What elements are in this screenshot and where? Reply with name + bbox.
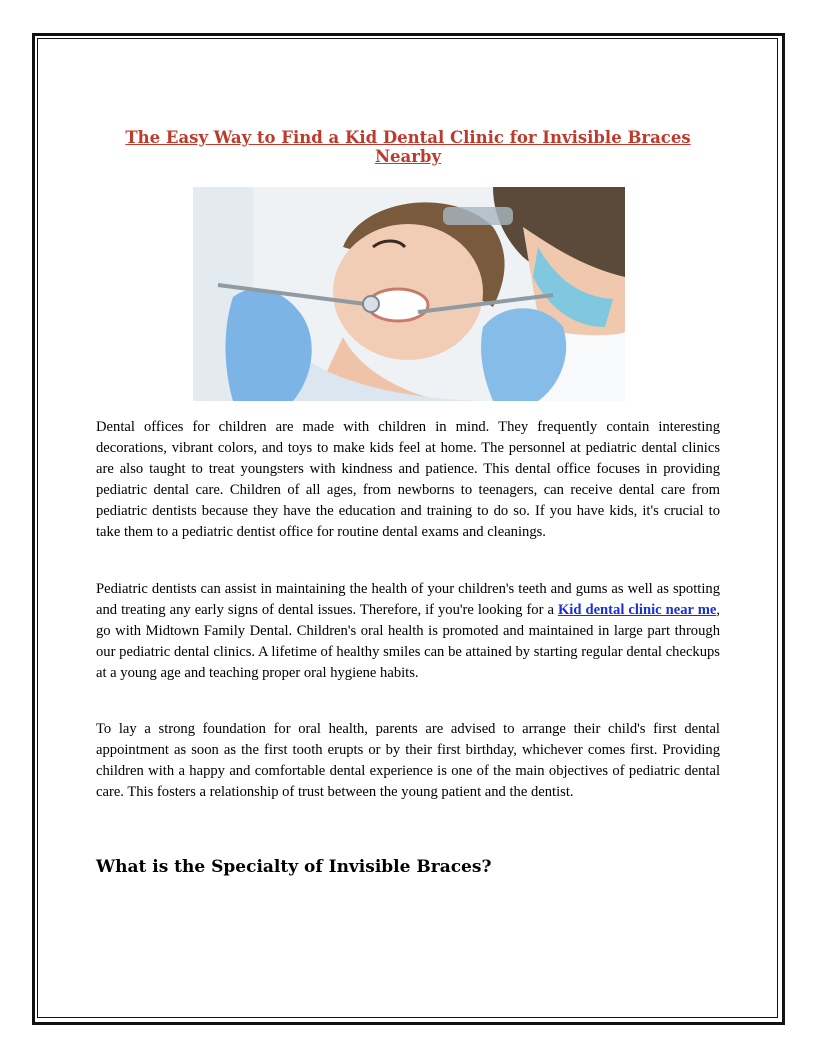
kid-dental-clinic-link[interactable]: Kid dental clinic near me <box>557 602 717 618</box>
dental-patient-icon <box>193 187 625 401</box>
section-heading: What is the Specialty of Invisible Braces? <box>96 857 492 877</box>
paragraph-2 <box>96 579 720 684</box>
paragraph-1: Dental offices for children are made with children in mind. They frequently contain interesting decorations, vibrant colors, and toys to make kids feel at home. The personnel at pediatric dental clinics are also taught to treat youngsters with kindness and patience. This dental office focuses in providing pediatric dental care. Children of all ages, from newborns to teenagers, can receive dental care from pediatric dentists because they have the education and training to do so. If you have kids, it's crucial to take them to a pediatric dentist office for routine dental exams and cleanings. <box>96 419 720 540</box>
paragraph-3: To lay a strong foundation for oral health, parents are advised to arrange their child's first dental appointment as soon as the first tooth erupts or by their first birthday, whichever comes first. Providing children with a happy and comfortable dental experience is one of the main objectives of pediatric dental care. This fosters a relationship of trust between the young patient and the dentist. <box>96 721 720 800</box>
page-title: The Easy Way to Find a Kid Dental Clinic for Invisible Braces Nearby <box>125 128 691 166</box>
paragraph-2-text-end: , go with Midtown Family Dental. Children's oral health is promoted and maintained in large part through our pediatric dental clinics. A lifetime of healthy smiles can be attained by starting regular dental checkups at a young age and teaching proper oral hygiene habits. <box>96 602 720 681</box>
hero-image <box>193 187 625 401</box>
paragraph-2-text-start: Pediatric dentists can assist in maintaining the health of your children's teeth and gums as well as spotting and treating any early signs of dental issues. Therefore, if you're looking for a <box>96 581 720 618</box>
